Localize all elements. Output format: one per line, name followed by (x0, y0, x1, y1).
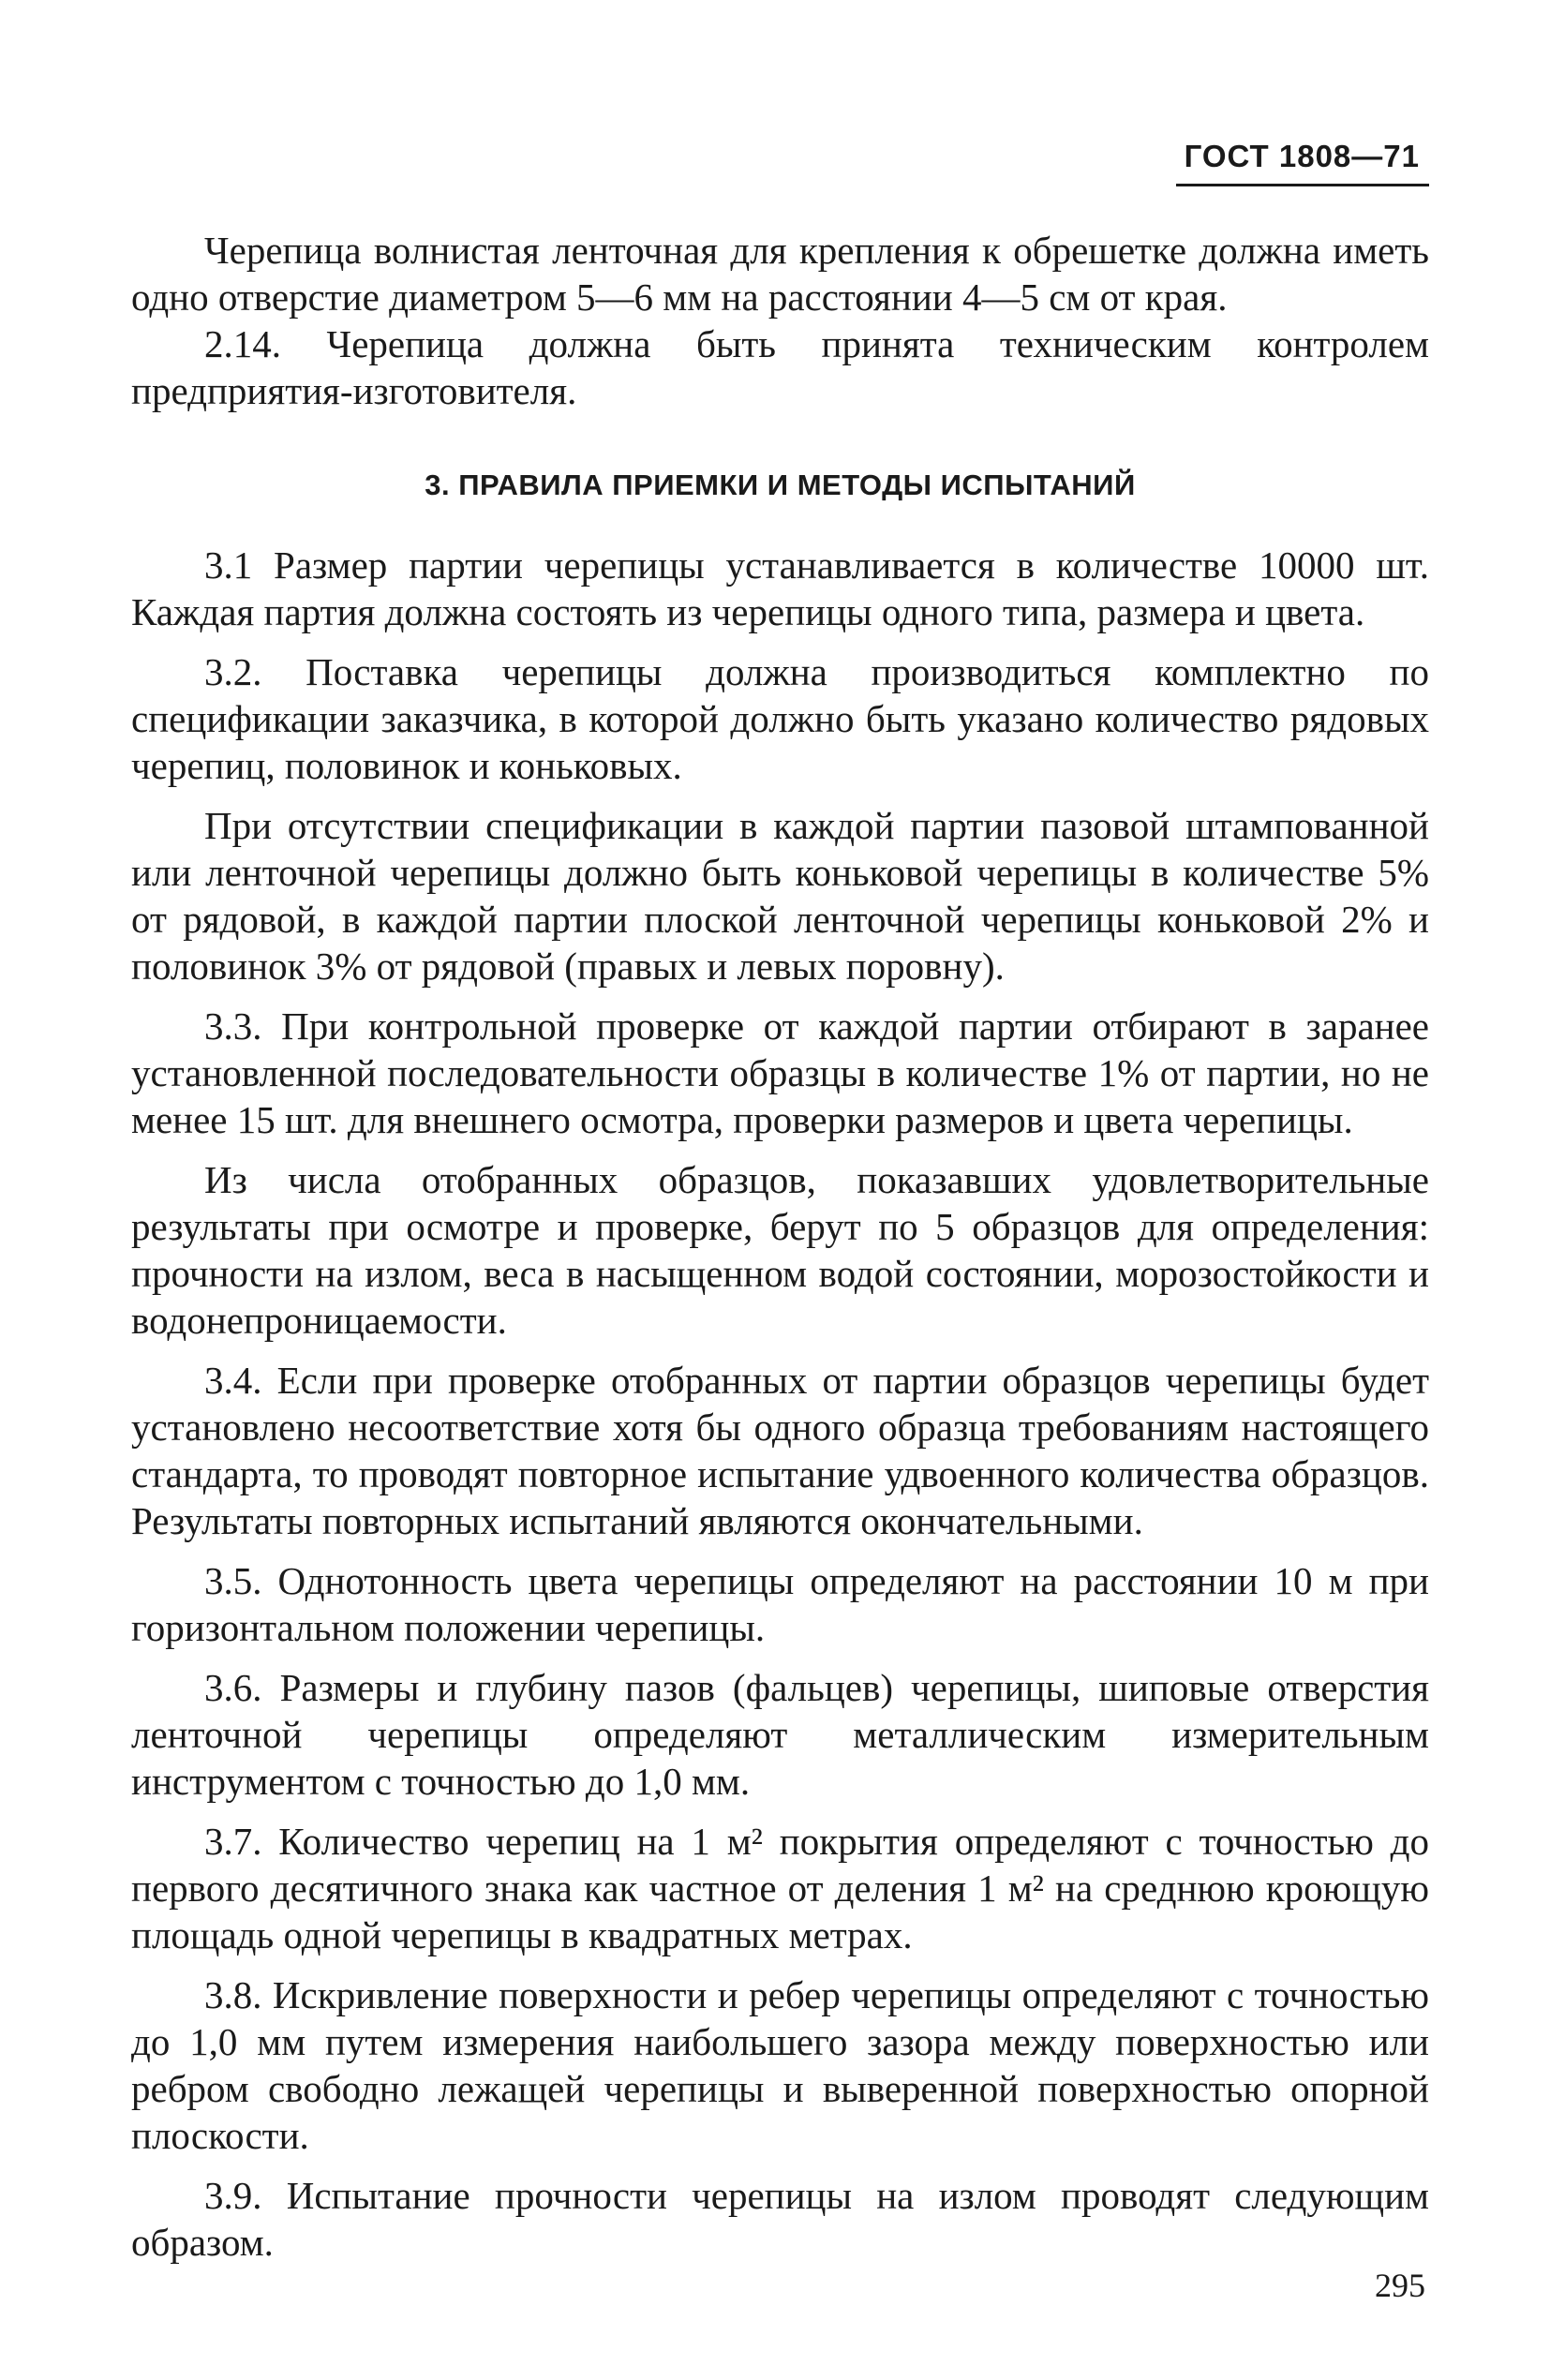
page-number: 295 (1375, 2267, 1425, 2304)
header-rule (1176, 184, 1429, 186)
paragraph-3-5: 3.5. Однотонность цвета черепицы определяют на расстоянии 10 м при горизонтальном положении черепицы. (131, 1559, 1429, 1649)
document-code: ГОСТ 1808—71 (1184, 139, 1420, 173)
document-page (131, 131, 1429, 2304)
section-title: 3. ПРАВИЛА ПРИЕМКИ И МЕТОДЫ ИСПЫТАНИЙ (425, 469, 1136, 501)
paragraph-3-1: 3.1 Размер партии черепицы устанавливается в количестве 10000 шт. Каждая партия должна состоять из черепицы одного типа, размера и цвета. (131, 543, 1429, 633)
paragraph-3-9: 3.9. Испытание прочности черепицы на излом проводят следующим образом. (131, 2174, 1429, 2264)
paragraph-2-14: 2.14. Черепица должна быть принята техническим контролем предприятия-изготовителя. (131, 322, 1429, 412)
paragraph-3-2: 3.2. Поставка черепицы должна производиться комплектно по спецификации заказчика, в которой должно быть указано количество рядовых черепиц, половинок и коньковых. (131, 650, 1429, 787)
paragraph-3-8: 3.8. Искривление поверхности и ребер черепицы определяют с точностью до 1,0 мм путем измерения наибольшего зазора между поверхностью или ребром свободно лежащей черепицы и выверенной поверхностью опорной плоскости. (131, 1973, 1429, 2157)
paragraph-3-2-continued: При отсутствии спецификации в каждой партии пазовой штампованной или ленточной черепицы должно быть коньковой черепицы в количестве 5% от рядовой, в каждой партии плоской ленточной черепицы коньковой 2% и половинок 3% от рядовой (правых и левых поровну). (131, 804, 1429, 988)
paragraph-hole-requirement: Черепица волнистая ленточная для крепления к обрешетке должна иметь одно отверстие диаметром 5—6 мм на расстоянии 4—5 см от края. (131, 229, 1429, 319)
paragraph-3-4: 3.4. Если при проверке отобранных от партии образцов черепицы будет установлено несоответствие хотя бы одного образца требованиям настоящего стандарта, то проводят повторное испытание удвоенного количества образцов. Результаты повторных испытаний являются окончательными. (131, 1359, 1429, 1542)
paragraph-3-3-continued: Из числа отобранных образцов, показавших удовлетворительные результаты при осмотре и проверке, берут по 5 образцов для определения: прочности на излом, веса в насыщенном водой состоянии, морозостойкости и водонепроницаемости. (131, 1158, 1429, 1342)
page-header (1176, 139, 1429, 186)
paragraph-3-7: 3.7. Количество черепиц на 1 м² покрытия определяют с точностью до первого десятичного знака как частное от деления 1 м² на среднюю кроющую площадь одной черепицы в квадратных метрах. (131, 1820, 1429, 1956)
paragraph-3-6: 3.6. Размеры и глубину пазов (фальцев) черепицы, шиповые отверстия ленточной черепицы определяют металлическим измерительным инструментом с точностью до 1,0 мм. (131, 1666, 1429, 1803)
paragraph-3-3: 3.3. При контрольной проверке от каждой партии отбирают в заранее установленной последовательности образцы в количестве 1% от партии, но не менее 15 шт. для внешнего осмотра, проверки размеров и цвета черепицы. (131, 1004, 1429, 1141)
body-text (131, 227, 1429, 2266)
